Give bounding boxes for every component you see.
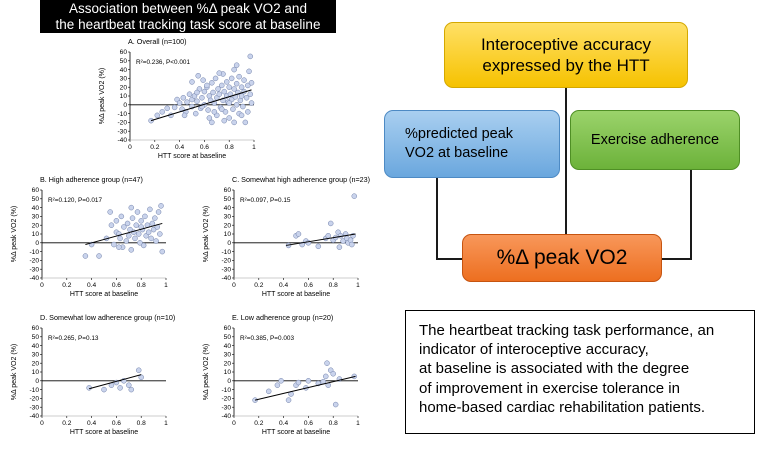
data-point <box>227 101 232 106</box>
x-tick-label: 1 <box>356 282 360 289</box>
x-tick-label: 0.2 <box>62 420 72 427</box>
x-tick-label: 0.2 <box>150 144 160 151</box>
panel-d <box>8 313 198 436</box>
box-predicted-peak-vo2-label: %predicted peak VO2 at baseline <box>405 126 514 161</box>
data-point <box>83 254 88 259</box>
data-point <box>193 111 198 116</box>
data-point <box>296 232 301 237</box>
box-delta-peak-vo2-label: %Δ peak VO2 <box>496 246 628 269</box>
y-tick-label: 50 <box>31 334 39 341</box>
data-point <box>118 236 123 241</box>
data-point <box>118 385 123 390</box>
data-point <box>331 371 336 376</box>
summary-line-3: at baseline is associated with the degree <box>419 360 690 378</box>
data-point <box>134 223 139 228</box>
data-point <box>124 239 129 244</box>
summary-line-4: of improvement in exercise tolerance in <box>419 379 680 397</box>
data-point <box>234 81 239 86</box>
y-tick-label: 0 <box>227 240 231 247</box>
data-point <box>147 207 152 212</box>
data-point <box>125 221 130 226</box>
y-tick-label: 0 <box>227 378 231 385</box>
chart-title: E. Low adherence group (n=20) <box>232 313 334 322</box>
box-interoceptive-accuracy <box>444 22 688 88</box>
data-point <box>239 113 244 118</box>
chart-title: A. Overall (n=100) <box>128 37 187 46</box>
y-tick-label: 50 <box>119 58 127 65</box>
data-point <box>212 109 217 114</box>
data-point <box>199 95 204 100</box>
y-tick-label: 60 <box>223 325 231 333</box>
data-point <box>213 76 218 81</box>
x-tick-label: 0.8 <box>328 420 338 427</box>
data-point <box>182 113 187 118</box>
data-point <box>129 247 134 252</box>
y-tick-label: -10 <box>117 110 127 118</box>
data-point <box>211 90 216 95</box>
data-point <box>177 101 182 106</box>
x-axis-label: HTT score at baseline <box>261 429 331 436</box>
box-exercise-adherence <box>570 110 740 170</box>
data-point <box>229 76 234 81</box>
data-point <box>194 99 199 104</box>
x-tick-label: 0.8 <box>136 282 146 289</box>
data-point <box>141 243 146 248</box>
data-point <box>296 380 301 385</box>
regression-stat: R²=0.265, P=0.13 <box>48 335 99 342</box>
y-tick-label: -30 <box>221 404 231 412</box>
scatter-high-adherence <box>8 175 198 298</box>
data-point <box>245 109 250 114</box>
data-point <box>248 92 253 97</box>
banner-line-1: Association between %Δ peak VO2 and <box>69 1 307 16</box>
data-point <box>237 74 242 79</box>
y-tick-label: 30 <box>223 213 231 221</box>
data-point <box>323 374 328 379</box>
x-axis-label: HTT score at baseline <box>69 429 139 436</box>
y-tick-label: 0 <box>35 240 39 247</box>
data-point <box>157 232 162 237</box>
x-tick-label: 0.4 <box>87 420 97 427</box>
x-tick-label: 0.6 <box>303 282 313 289</box>
y-axis-label: %Δ peak VO2 (%) <box>11 343 18 401</box>
y-tick-label: -30 <box>117 128 127 136</box>
data-point <box>135 210 140 215</box>
y-tick-label: 60 <box>31 187 39 195</box>
x-tick-label: 0.4 <box>87 282 97 289</box>
panel-a <box>96 37 286 160</box>
y-tick-label: 30 <box>31 213 39 221</box>
data-point <box>136 368 141 373</box>
data-point <box>156 210 161 215</box>
y-tick-label: -20 <box>29 395 39 403</box>
y-tick-label: -30 <box>29 266 39 274</box>
x-axis-label: HTT score at baseline <box>69 291 139 298</box>
data-point <box>266 389 271 394</box>
data-point <box>152 216 157 221</box>
x-tick-label: 0.4 <box>279 420 289 427</box>
connector-left-horizontal <box>436 258 463 260</box>
scatter-somewhat-low-adherence <box>8 313 198 436</box>
data-point <box>194 90 199 95</box>
y-tick-label: 60 <box>31 325 39 333</box>
data-point <box>116 245 121 250</box>
y-tick-label: 10 <box>119 93 127 101</box>
y-tick-label: 20 <box>31 360 39 368</box>
regression-line <box>255 376 355 400</box>
y-tick-label: 20 <box>223 360 231 368</box>
scatter-low-adherence <box>200 313 390 436</box>
y-tick-label: 50 <box>223 334 231 341</box>
summary-line-2: indicator of interoceptive accuracy, <box>419 341 649 359</box>
chart-title: D. Somewhat low adherence group (n=10) <box>40 313 176 322</box>
data-point <box>224 79 229 84</box>
data-point <box>109 223 114 228</box>
y-tick-label: 10 <box>223 231 231 239</box>
box-delta-peak-vo2 <box>462 234 662 282</box>
summary-box <box>405 310 755 434</box>
x-tick-label: 0.4 <box>175 144 185 151</box>
y-tick-label: -10 <box>221 386 231 394</box>
data-point <box>286 398 291 403</box>
data-point <box>326 233 331 238</box>
x-axis-label: HTT score at baseline <box>157 153 227 160</box>
data-point <box>190 79 195 84</box>
data-point <box>217 71 222 76</box>
y-tick-label: -10 <box>29 386 39 394</box>
x-tick-label: 0.2 <box>62 282 72 289</box>
x-tick-label: 0.6 <box>303 420 313 427</box>
y-tick-label: -20 <box>221 257 231 265</box>
y-tick-label: 30 <box>31 351 39 359</box>
data-point <box>248 54 253 59</box>
y-tick-label: 20 <box>31 222 39 230</box>
y-tick-label: -10 <box>221 248 231 256</box>
figure-banner <box>40 0 336 33</box>
x-tick-label: 0.6 <box>111 282 121 289</box>
x-tick-label: 1 <box>164 420 168 427</box>
y-tick-label: 40 <box>223 342 231 350</box>
summary-line-5: home-based cardiac rehabilitation patients. <box>419 398 706 416</box>
data-point <box>139 218 144 223</box>
x-tick-label: 0.8 <box>328 282 338 289</box>
data-point <box>206 108 211 113</box>
data-point <box>165 106 170 111</box>
data-point <box>133 236 138 241</box>
panel-e <box>200 313 390 436</box>
connector-right-vertical <box>690 170 692 259</box>
box-exercise-adherence-label: Exercise adherence <box>590 132 720 148</box>
x-tick-label: 0.6 <box>111 420 121 427</box>
data-point <box>247 69 252 74</box>
data-point <box>234 102 239 107</box>
data-point <box>185 100 190 105</box>
x-tick-label: 0.2 <box>254 420 264 427</box>
panel-b <box>8 175 198 298</box>
data-point <box>160 249 165 254</box>
data-point <box>154 239 159 244</box>
data-point <box>130 216 135 221</box>
data-point <box>159 203 164 208</box>
regression-stat: R²=0.385, P=0.003 <box>240 335 295 342</box>
data-point <box>279 378 284 383</box>
data-point <box>227 85 232 90</box>
regression-stat: R²=0.120, P=0.017 <box>48 197 103 204</box>
x-tick-label: 0.8 <box>136 420 146 427</box>
data-point <box>129 205 134 210</box>
data-point <box>102 387 107 392</box>
data-point <box>149 236 154 241</box>
y-tick-label: 60 <box>223 187 231 195</box>
regression-line <box>89 375 141 389</box>
data-point <box>227 116 232 121</box>
data-point <box>249 80 254 85</box>
y-tick-label: 40 <box>119 66 127 74</box>
regression-stat: R²=0.236, P<0.001 <box>136 59 191 66</box>
y-tick-label: 40 <box>31 342 39 350</box>
y-tick-label: 10 <box>223 369 231 377</box>
data-point <box>316 244 321 249</box>
data-point <box>306 378 311 383</box>
box-predicted-peak-vo2 <box>384 110 560 178</box>
data-point <box>181 95 186 100</box>
data-point <box>146 230 151 235</box>
x-tick-label: 1 <box>252 144 256 151</box>
data-point <box>219 107 224 112</box>
data-point <box>209 120 214 125</box>
data-point <box>349 242 354 247</box>
y-tick-label: -30 <box>221 266 231 274</box>
data-point <box>119 214 124 219</box>
data-point <box>222 118 227 123</box>
data-point <box>114 218 119 223</box>
y-tick-label: 10 <box>31 369 39 377</box>
y-tick-label: -20 <box>117 119 127 127</box>
connector-right-horizontal <box>662 258 692 260</box>
x-axis-label: HTT score at baseline <box>261 291 331 298</box>
y-tick-label: 20 <box>223 222 231 230</box>
data-point <box>352 194 357 199</box>
data-point <box>142 214 147 219</box>
data-point <box>111 242 116 247</box>
data-point <box>234 63 239 68</box>
y-axis-label: %Δ peak VO2 (%) <box>203 205 210 263</box>
data-point <box>97 254 102 259</box>
y-tick-label: -30 <box>29 404 39 412</box>
y-tick-label: 30 <box>119 75 127 83</box>
x-tick-label: 1 <box>164 282 168 289</box>
y-tick-label: -40 <box>221 275 231 283</box>
summary-line-1: The heartbeat tracking task performance, an <box>419 322 715 339</box>
y-axis-label: %Δ peak VO2 (%) <box>11 205 18 263</box>
y-tick-label: -20 <box>29 257 39 265</box>
y-tick-label: -20 <box>221 395 231 403</box>
data-point <box>242 78 247 83</box>
y-tick-label: 40 <box>31 204 39 212</box>
y-tick-label: 20 <box>119 84 127 92</box>
x-tick-label: 1 <box>356 420 360 427</box>
data-point <box>243 120 248 125</box>
y-tick-label: -40 <box>117 137 127 145</box>
scatter-overall <box>96 37 286 160</box>
data-point <box>232 120 237 125</box>
data-point <box>275 383 280 388</box>
y-tick-label: -40 <box>29 275 39 283</box>
data-point <box>155 113 160 118</box>
data-point <box>337 245 342 250</box>
chart-title: B. High adherence group (n=47) <box>40 175 143 184</box>
banner-line-2: the heartbeat tracking task score at baseline <box>55 17 321 32</box>
x-tick-label: 0 <box>128 144 132 151</box>
data-point <box>201 78 206 83</box>
panel-c <box>200 175 390 298</box>
data-point <box>230 107 235 112</box>
data-point <box>325 361 330 366</box>
scatter-somewhat-high-adherence <box>200 175 390 298</box>
box-interoceptive-accuracy-label: Interoceptive accuracy expressed by the HTT <box>480 35 652 75</box>
data-point <box>240 104 245 109</box>
y-axis-label: %Δ peak VO2 (%) <box>99 67 106 125</box>
data-point <box>126 233 131 238</box>
data-point <box>108 210 113 215</box>
data-point <box>328 221 333 226</box>
data-point <box>204 83 209 88</box>
y-tick-label: 0 <box>123 102 127 109</box>
data-point <box>136 232 141 237</box>
connector-left-vertical <box>436 178 438 259</box>
x-tick-label: 0 <box>40 420 44 427</box>
y-tick-label: 40 <box>223 204 231 212</box>
y-tick-label: 60 <box>119 49 127 57</box>
y-tick-label: 50 <box>31 196 39 203</box>
y-tick-label: -40 <box>29 413 39 421</box>
data-point <box>160 109 165 114</box>
data-point <box>172 105 177 110</box>
y-tick-label: 0 <box>35 378 39 385</box>
data-point <box>217 92 222 97</box>
y-tick-label: 50 <box>223 196 231 203</box>
data-point <box>129 387 134 392</box>
data-point <box>209 80 214 85</box>
data-point <box>187 92 192 97</box>
chart-title: C. Somewhat high adherence group (n=23) <box>232 175 371 184</box>
y-tick-label: -10 <box>29 248 39 256</box>
data-point <box>219 83 224 88</box>
x-tick-label: 0 <box>232 420 236 427</box>
x-tick-label: 0.6 <box>199 144 209 151</box>
data-point <box>196 73 201 78</box>
y-axis-label: %Δ peak VO2 (%) <box>203 343 210 401</box>
regression-stat: R²=0.097, P=0.15 <box>240 197 291 204</box>
data-point <box>333 402 338 407</box>
x-tick-label: 0 <box>40 282 44 289</box>
x-tick-label: 0.8 <box>224 144 234 151</box>
y-tick-label: -40 <box>221 413 231 421</box>
data-point <box>249 101 254 106</box>
x-tick-label: 0 <box>232 282 236 289</box>
y-tick-label: 30 <box>223 351 231 359</box>
y-tick-label: 10 <box>31 231 39 239</box>
x-tick-label: 0.2 <box>254 282 264 289</box>
x-tick-label: 0.4 <box>279 282 289 289</box>
connector-top-vertical <box>565 88 567 234</box>
